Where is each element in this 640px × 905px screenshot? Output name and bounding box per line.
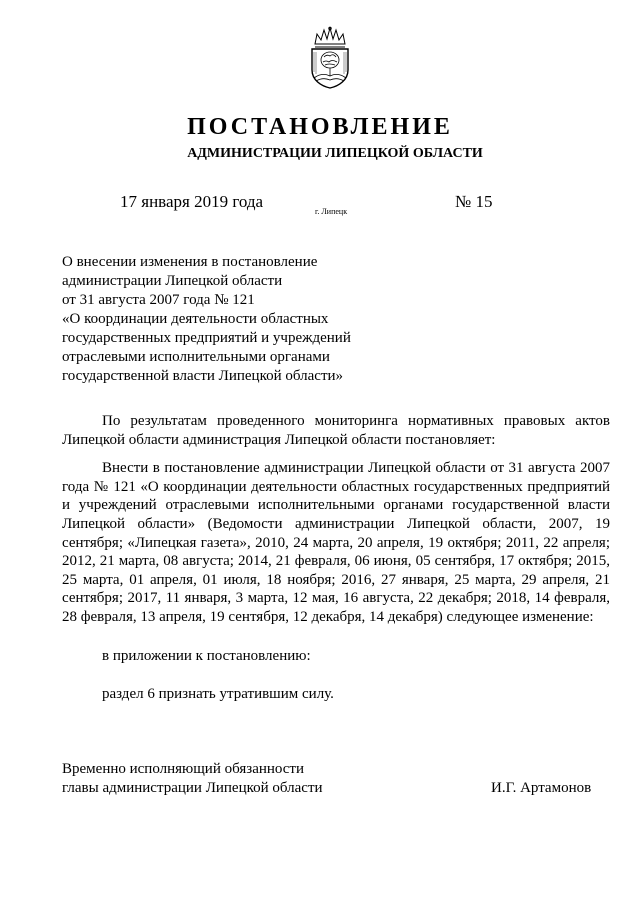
document-number: № 15	[455, 192, 493, 211]
document-body	[62, 412, 610, 704]
document-date: 17 января 2019 года	[120, 192, 264, 211]
signer-name: И.Г. Артамонов	[491, 780, 592, 796]
heading-line: «О координации деятельности областных	[62, 311, 329, 327]
document-subtitle: АДМИНИСТРАЦИИ ЛИПЕЦКОЙ ОБЛАСТИ	[187, 146, 483, 161]
heading-line: от 31 августа 2007 года № 121	[62, 292, 255, 308]
document-heading	[62, 253, 382, 386]
body-paragraph: в приложении к постановлению:	[102, 647, 311, 664]
document-title: ПОСТАНОВЛЕНИЕ	[187, 114, 453, 140]
signature-line: Временно исполняющий обязанности	[62, 761, 305, 777]
coat-of-arms-icon	[305, 26, 355, 90]
document-city: г. Липецк	[315, 207, 348, 216]
body-paragraph: Внести в постановление администрации Липецкой области от 31 августа 2007 года № 121 «О координации деятельности областных государственных предприятий и учреждений отраслевыми исполнительными органами государственной власти Липецкой области» (Ведомости администрации Липецкой области, 2007, 19 сентября; «Липецкая газета», 2010, 24 марта, 20 апреля, 19 октября; 2011, 22 апреля; 2012, 21 марта, 08 августа; 2014, 21 февраля, 06 июня, 05 сентября, 17 октября; 2015, 25 марта, 01 апреля, 01 июля, 18 ноября; 2016, 27 января, 25 марта, 29 апреля, 21 сентября; 2017, 11 января, 3 марта, 12 мая, 16 августа, 22 декабря; 2018, 14 февраля, 28 февраля, 13 апреля, 19 сентября, 12 декабря, 14 декабря) следующее изменение:	[62, 460, 610, 625]
heading-line: администрации Липецкой области	[62, 273, 283, 289]
body-paragraph: По результатам проведенного мониторинга нормативных правовых актов Липецкой области администрация Липецкой области постановляет:	[62, 413, 610, 448]
heading-line: отраслевыми исполнительными органами	[62, 349, 330, 365]
heading-line: О внесении изменения в постановление	[62, 254, 318, 270]
heading-line: государственных предприятий и учреждений	[62, 330, 351, 346]
signature-line: главы администрации Липецкой области	[62, 780, 323, 796]
heading-line: государственной власти Липецкой области»	[62, 368, 344, 384]
body-paragraph: раздел 6 признать утратившим силу.	[102, 686, 334, 703]
